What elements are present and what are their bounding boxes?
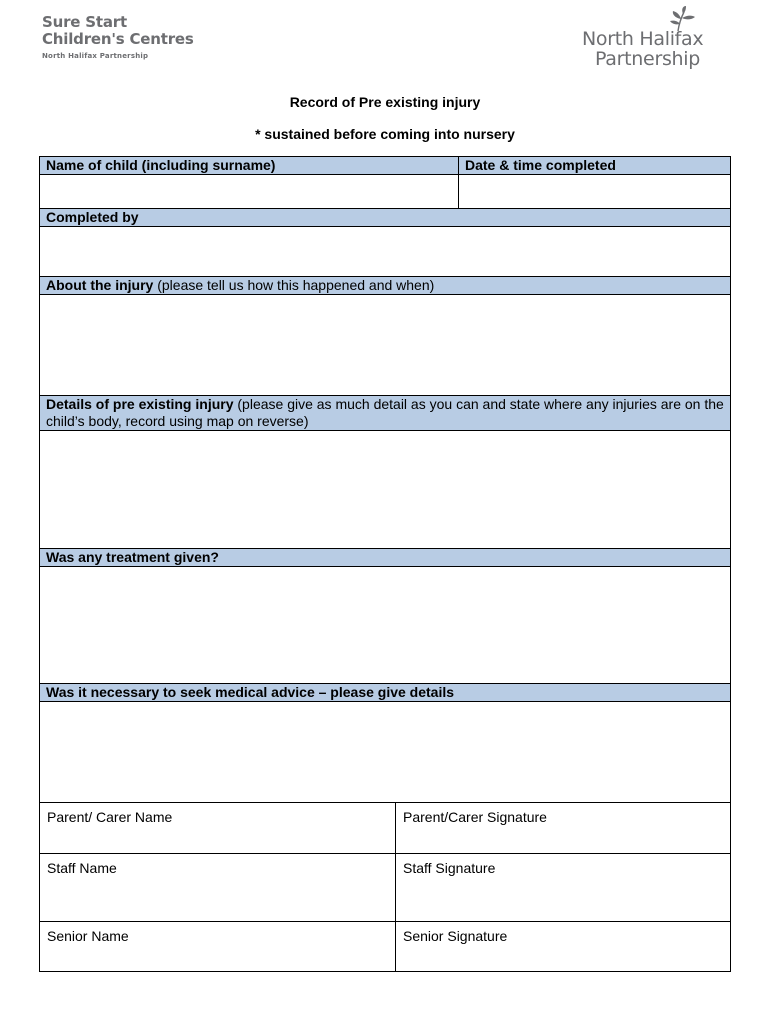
name-of-child-label: Name of child (including surname) xyxy=(40,157,458,174)
details-label: Details of pre existing injury (please give as much detail as you can and state where any injuries are on the child’s body, record using map on reverse) xyxy=(40,396,730,431)
injury-form xyxy=(39,156,731,972)
completed-by-field[interactable] xyxy=(40,227,730,277)
logo-right-line-2: Partnership xyxy=(595,48,701,70)
row-staff xyxy=(40,854,730,922)
logo-line-2: Children's Centres xyxy=(42,30,194,48)
about-injury-label: About the injury (please tell us how this happened and when) xyxy=(40,277,730,295)
row-name-header xyxy=(40,157,730,175)
north-halifax-logo xyxy=(582,6,722,70)
completed-by-label: Completed by xyxy=(40,209,730,227)
senior-signature-field[interactable]: Senior Signature xyxy=(395,922,730,971)
staff-name-field[interactable]: Staff Name xyxy=(47,860,117,876)
row-senior xyxy=(40,922,730,971)
name-of-child-field[interactable] xyxy=(40,175,458,208)
date-time-label: Date & time completed xyxy=(458,157,730,174)
parent-signature-field[interactable]: Parent/Carer Signature xyxy=(395,803,730,853)
logo-line-1: Sure Start xyxy=(42,13,127,31)
staff-signature-field[interactable]: Staff Signature xyxy=(395,854,730,921)
page-subtitle: * sustained before coming into nursery xyxy=(255,126,515,142)
logo-line-3: North Halifax Partnership xyxy=(42,52,149,60)
sure-start-logo xyxy=(42,14,194,60)
details-field[interactable] xyxy=(40,431,730,549)
treatment-label: Was any treatment given? xyxy=(40,549,730,567)
row-parent xyxy=(40,803,730,854)
logo-right-line-1: North Halifax xyxy=(582,28,704,50)
page-title: Record of Pre existing injury xyxy=(289,94,481,110)
date-time-field[interactable] xyxy=(458,175,730,208)
medical-advice-label: Was it necessary to seek medical advice – please give details xyxy=(40,684,730,702)
parent-name-field[interactable]: Parent/ Carer Name xyxy=(47,809,173,825)
treatment-field[interactable] xyxy=(40,567,730,684)
medical-advice-field[interactable] xyxy=(40,702,730,803)
row-name-input xyxy=(40,175,730,209)
senior-name-field[interactable]: Senior Name xyxy=(47,928,129,944)
about-injury-field[interactable] xyxy=(40,295,730,396)
